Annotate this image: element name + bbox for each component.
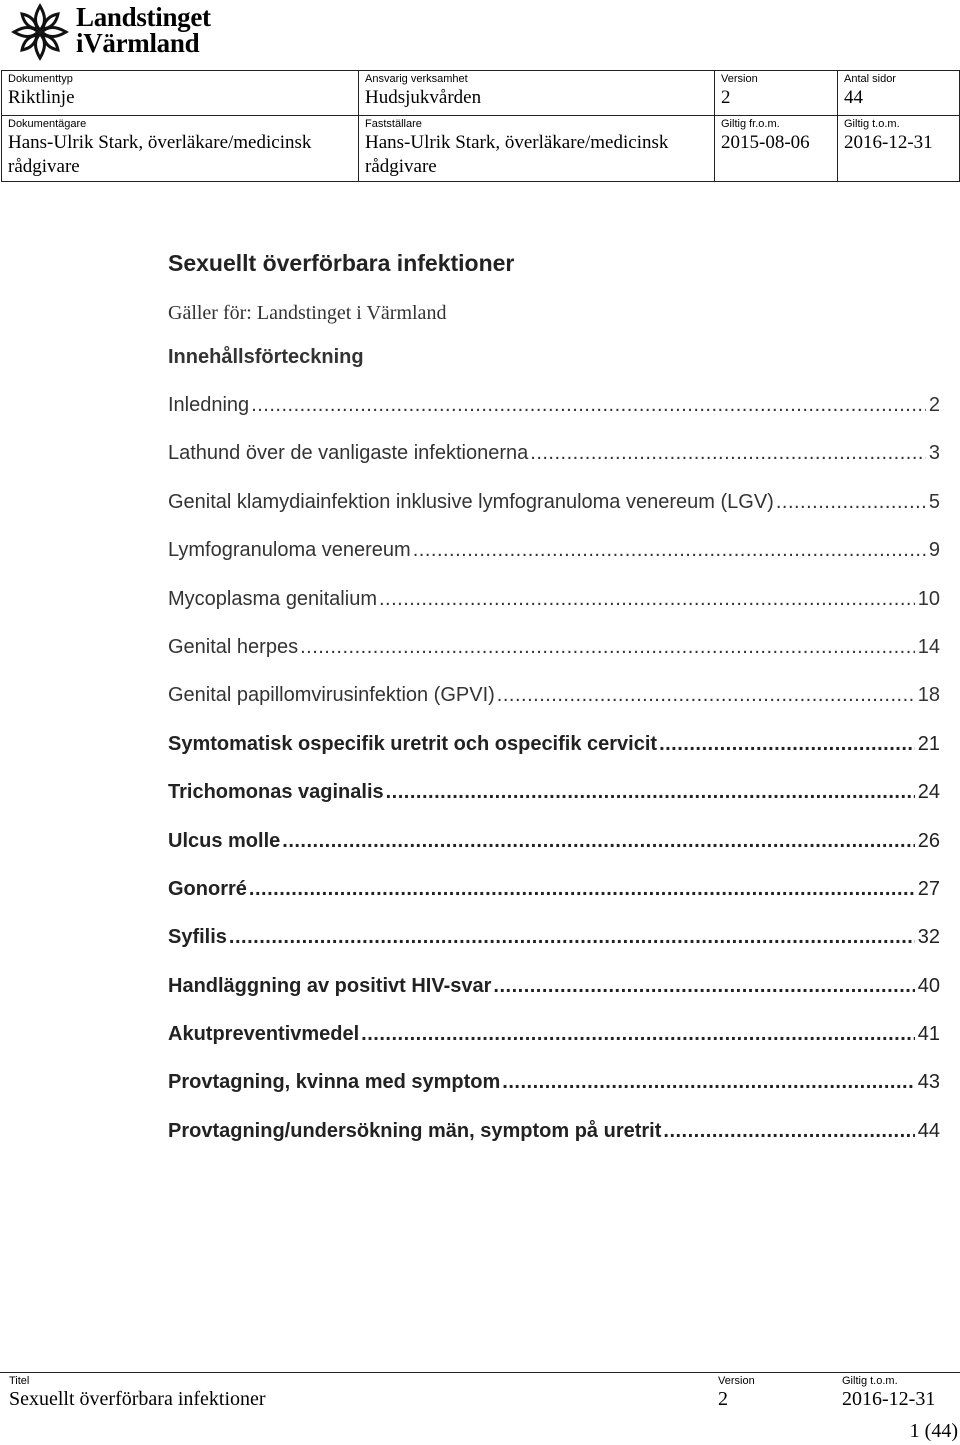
toc-leader-dots [229,926,915,949]
valid-to-label: Giltig t.o.m. [844,118,900,130]
version-label: Version [721,73,758,85]
toc-entry-title: Lymfogranuloma venereum [168,539,411,562]
toc-leader-dots [300,636,915,659]
applies-to-text: Gäller för: Landstinget i Värmland [168,302,447,324]
toc-entry-title: Akutpreventivmedel [168,1023,360,1046]
toc-leader-dots [502,1071,914,1094]
organization-logo [10,2,240,62]
toc-entry-title: Genital papillomvirusinfektion (GPVI) [168,684,495,707]
toc-entry[interactable] [168,588,940,636]
valid-to-cell [838,116,960,182]
toc-entry[interactable] [168,1023,940,1071]
footer-title-value: Sexuellt överförbara infektioner [9,1388,266,1410]
toc-entry[interactable] [168,926,940,974]
document-title: Sexuellt överförbara infektioner [168,250,515,276]
toc-entry-page: 44 [917,1119,940,1142]
logo-line-2: iVärmland [76,28,200,58]
toc-leader-dots [659,733,915,756]
toc-entry-page: 26 [917,829,940,852]
toc-entry-page: 5 [928,490,940,513]
pages-label: Antal sidor [844,73,896,85]
unit-value: Hudsjukvården [365,87,482,108]
toc-leader-dots [361,1023,915,1046]
footer-title-label: Titel [9,1375,30,1387]
toc-entry-title: Handläggning av positivt HIV-svar [168,974,492,997]
toc-entry-page: 18 [917,684,940,707]
toc-leader-dots [530,442,926,465]
toc-entry-title: Syfilis [168,926,227,949]
toc-leader-dots [379,588,915,611]
toc-entry[interactable] [168,394,940,442]
approver-label: Fastställare [365,118,422,130]
pages-cell [838,71,960,116]
toc-entry-page: 14 [917,635,940,658]
toc-leader-dots [282,830,914,853]
footer-valid-to-label: Giltig t.o.m. [842,1375,898,1387]
toc-entry-title: Provtagning, kvinna med symptom [168,1071,501,1094]
valid-from-cell [715,116,838,182]
unit-label: Ansvarig verksamhet [365,73,468,85]
toc-entry[interactable] [168,830,940,878]
pages-value: 44 [844,87,863,108]
toc-leader-dots [413,539,926,562]
toc-entry[interactable] [168,975,940,1023]
toc-entry[interactable] [168,733,940,781]
toc-entry-title: Symtomatisk ospecifik uretrit och ospecifik cervicit [168,732,658,755]
toc-entry[interactable] [168,491,940,539]
doc-type-label: Dokumenttyp [8,73,73,85]
toc-entry[interactable] [168,1120,940,1168]
footer-valid-to-value: 2016-12-31 [842,1388,936,1410]
doc-type-value: Riktlinje [8,87,75,108]
table-of-contents [168,394,940,1168]
toc-entry[interactable] [168,684,940,732]
toc-entry[interactable] [168,539,940,587]
toc-leader-dots [493,975,914,998]
toc-entry-page: 32 [917,926,940,949]
version-value: 2 [721,87,731,108]
toc-leader-dots [776,491,926,514]
footer-version-value: 2 [718,1388,728,1410]
toc-entry-page: 27 [917,877,940,900]
valid-from-label: Giltig fr.o.m. [721,118,780,130]
toc-entry-page: 43 [917,1071,940,1094]
version-cell [715,71,838,116]
toc-leader-dots [249,878,915,901]
approver-cell [359,116,715,182]
toc-leader-dots [663,1120,914,1143]
toc-entry-page: 2 [928,394,940,416]
owner-value: Hans-Ulrik Stark, överläkare/medicinsk rådgivare [8,132,312,177]
owner-cell [2,116,359,182]
footer-divider [0,1372,960,1373]
toc-leader-dots [497,684,915,707]
toc-leader-dots [386,781,915,804]
toc-entry-title: Mycoplasma genitalium [168,587,377,610]
toc-entry[interactable] [168,781,940,829]
toc-entry-page: 24 [917,781,940,804]
flower-logo-icon [10,2,70,62]
toc-entry-page: 10 [917,587,940,610]
toc-entry-page: 9 [928,539,940,562]
toc-entry-title: Lathund över de vanligaste infektionerna [168,442,529,465]
document-metadata-table [1,70,960,182]
owner-label: Dokumentägare [8,118,87,130]
logo-wordmark [76,4,211,56]
toc-entry-title: Provtagning/undersökning män, symptom på uretrit [168,1119,662,1142]
toc-entry-page: 41 [917,1023,940,1046]
toc-entry-page: 21 [917,732,940,755]
toc-entry-title: Genital klamydiainfektion inklusive lymfogranuloma venereum (LGV) [168,490,774,513]
logo-line-1: Landstinget [76,2,211,32]
approver-value: Hans-Ulrik Stark, överläkare/medicinsk rådgivare [365,132,669,177]
toc-leader-dots [251,394,926,417]
valid-from-value: 2015-08-06 [721,132,810,153]
toc-entry-title: Inledning [168,394,250,416]
toc-entry[interactable] [168,636,940,684]
toc-entry[interactable] [168,442,940,490]
toc-entry-page: 3 [928,442,940,465]
toc-entry[interactable] [168,1071,940,1119]
valid-to-value: 2016-12-31 [844,132,933,153]
toc-heading: Innehållsförteckning [168,346,364,368]
toc-entry-title: Gonorré [168,877,247,900]
doc-type-cell [2,71,359,116]
toc-entry-title: Ulcus molle [168,829,281,852]
toc-entry-page: 40 [917,974,940,997]
toc-entry-title: Trichomonas vaginalis [168,781,384,804]
unit-cell [359,71,715,116]
toc-entry-title: Genital herpes [168,635,299,658]
toc-entry[interactable] [168,878,940,926]
footer-version-label: Version [718,1375,755,1387]
page-indicator: 1 (44) [909,1420,958,1442]
